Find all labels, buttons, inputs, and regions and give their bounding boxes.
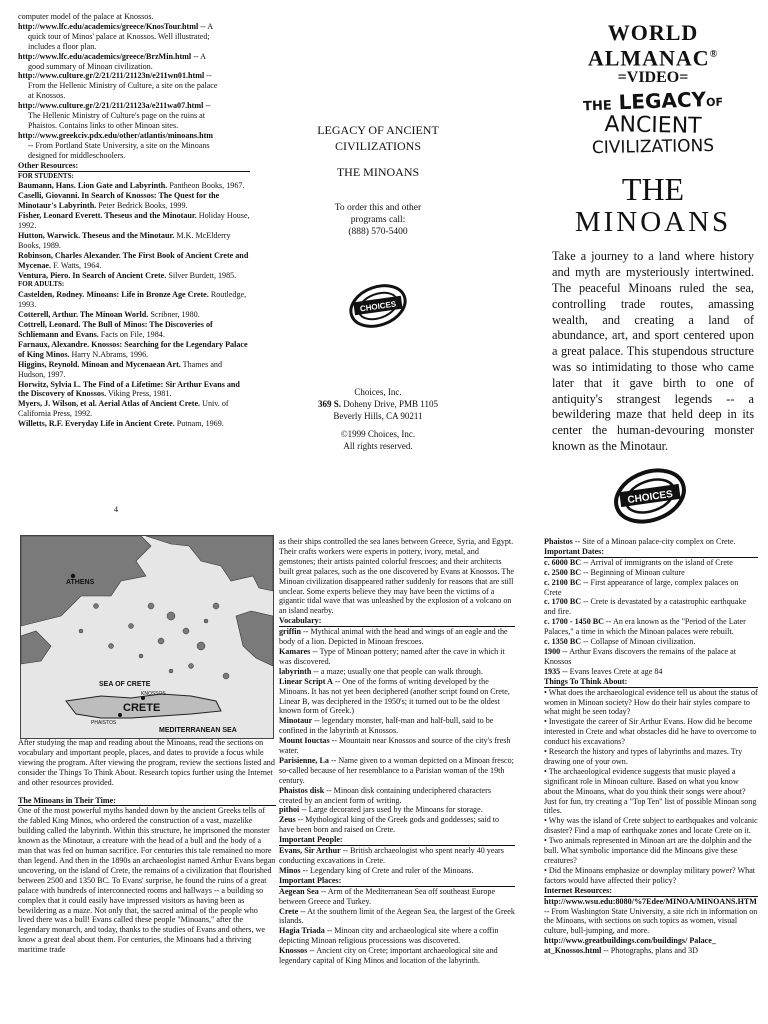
date-entry-term: 1900 xyxy=(544,646,561,656)
bibliography-entry xyxy=(18,360,250,380)
map-graphic xyxy=(21,536,273,738)
map-label-knossos: KNOSSOS xyxy=(141,691,166,697)
date-entry-term: c. 1700 - 1450 BC xyxy=(544,617,605,627)
date-entry xyxy=(544,667,758,677)
choices-logo-small xyxy=(278,238,478,386)
phaistos-term: Phaistos xyxy=(544,537,573,546)
person-entry xyxy=(279,866,515,876)
bibliography-publisher: Harry N.Abrams, 1996. xyxy=(69,349,149,359)
web-link-text: at Knossos. xyxy=(28,91,66,101)
bibliography-title: Farnaux, Alexandre. Knossos: Searching for the Legendary Palace of King Minos. xyxy=(18,339,248,359)
adults-bibliography xyxy=(18,290,250,429)
think-item: • What does the archaeological evidence tell us about the status of women in Minoan society? How do their hair styles compare to what might be seen today? xyxy=(544,687,758,717)
date-entry xyxy=(544,637,758,647)
web-link-tail: -- xyxy=(203,101,211,111)
brand-almanac-line xyxy=(552,44,754,69)
vocabulary-entry-term: Minotaur xyxy=(279,716,313,726)
phaistos-def: -- Site of a Minoan palace-city complex on Crete. xyxy=(572,537,736,546)
vocabulary-entry-def: -- Mountain near Knossos and source of the city's fresh water. xyxy=(279,736,511,756)
web-link-line xyxy=(18,12,250,22)
copyright: ©1999 Choices, Inc. xyxy=(340,429,416,439)
web-link-url[interactable]: http://www.culture.gr/2/21/211/21123a/e211wa07.html xyxy=(18,101,204,111)
web-link-text: designed for middleschoolers. xyxy=(28,150,126,160)
web-link-text: -- From Portland State University, a site on the Minoans xyxy=(28,140,210,150)
place-entry-def: -- Ancient city on Crete; important archaeological site and legendary capital of King Minos and location of the labyrinth. xyxy=(279,946,498,966)
date-entry xyxy=(544,617,758,637)
vocabulary-entry xyxy=(279,805,515,815)
bibliography-publisher: Thames and Hudson, 1997. xyxy=(18,359,223,379)
students-bibliography xyxy=(18,181,250,280)
web-link-line xyxy=(18,91,250,101)
minoans-in-their-time-heading: The Minoans in Their Time: xyxy=(18,796,276,807)
date-entry-def: -- Crete is devastated by a catastrophic earthquake and fire. xyxy=(544,597,747,617)
history-continued: as their ships controlled the sea lanes between Greece, Syria, and Egypt. Their crafts workers were experts in pottery, ivory, metal, and gemstones; their artists painted colorful frescoes; and their architects built great palaces, such as the one discovered by Evans at Knossos. The Minoan civilization disappeared rather suddenly for reasons that are still unclear. Some experts believe they may have been the victims of a gigantic tidal wave that was unleashed by the explosion of a volcano on an island nearby. xyxy=(279,537,514,616)
think-list xyxy=(544,688,758,886)
bibliography-publisher: F. Watts, 1964. xyxy=(51,260,102,270)
rights-reserved: All rights reserved. xyxy=(343,441,413,451)
vocabulary-entry-term: Mount Iouctas xyxy=(279,736,330,746)
internet-url-2[interactable]: http://www.greatbuildings.com/buildings/ Palace_ at_Knossos.html xyxy=(544,936,716,956)
think-item: • The archaeological evidence suggests that music played a significant role in Minoan culture. Based on what you know about the Minoans, what do you think their songs were about? Just for fun, try creating a "Top Ten" list of possible Minoan song titles. xyxy=(544,766,757,816)
internet-desc-1: -- From Washington State University, a site rich in information on the Minoans, with sections on such topics as women, visual culture, bull-jumping, and more. xyxy=(544,906,758,936)
choices-logo-icon xyxy=(346,274,410,338)
map-label-crete: CRETE xyxy=(123,702,161,714)
web-link-line xyxy=(18,141,250,151)
person-entry-def: -- British archaeologist who spent nearly 40 years conducting excavations in Crete. xyxy=(279,846,504,865)
vocabulary-entry xyxy=(279,815,515,835)
web-link-text: good summary of Minoan civilization. xyxy=(28,61,153,71)
think-item: • Two animals represented in Minoan art are the dolphin and the bull. What symbolic importance did the Minoans give these creatures? xyxy=(544,836,752,865)
legacy-the: THE xyxy=(582,98,612,115)
place-entry-def: -- Minoan city and archaeological site where a coffin depicting Minoan religious processions was discovered. xyxy=(279,926,499,946)
vocabulary-entry-def: -- Large decorated jars used by the Minoans for storage. xyxy=(299,805,483,815)
page-number: 4 xyxy=(114,505,118,514)
web-link-line xyxy=(18,32,250,42)
date-entry-def: -- Evans leaves Crete at age 84 xyxy=(560,666,663,676)
place-entry-def: -- Arm of the Mediterranean Sea off southeast Europe between Greece and Turkey. xyxy=(279,886,496,906)
brand-almanac: ALMANAC xyxy=(587,45,710,71)
date-entry-term: c. 1350 BC xyxy=(544,637,582,647)
company-name: Choices, Inc. xyxy=(354,387,402,397)
legacy-of: OF xyxy=(705,95,724,110)
person-entry-term: Minos xyxy=(279,865,301,875)
cover-blurb: Take a journey to a land where history and myth are mysteriously intertwined. The peaceful Minoans ruled the sea, controlling trade routes, amassing wealth, and creating a land of abundance, art, and sport centered upon a great palace. This stupendous structure was so intimidating to those who came later that it gave birth to one of antiquity's strangest legends -- a bewildering maze that held deep in its center the human-devouring monster known as the Minotaur. xyxy=(552,249,754,453)
bibliography-publisher: M.K. McElderry Books, 1989. xyxy=(18,230,231,250)
important-dates-heading: Important Dates: xyxy=(544,547,758,558)
think-item: • Did the Minoans emphasize or downplay military power? What factors would have affected their policy? xyxy=(544,865,756,885)
legacy-logo xyxy=(552,87,754,159)
bibliography-title: Ventura, Piero. In Search of Ancient Crete. xyxy=(18,270,167,280)
vocabulary-entry xyxy=(279,677,515,717)
bibliography-title: Robinson, Charles Alexander. The First Book of Ancient Crete and Mycenae. xyxy=(18,250,249,270)
web-link-text: includes a floor plan. xyxy=(28,41,97,51)
legacy-ancient: ANCIENT xyxy=(604,112,702,140)
vocabulary-entry-def: -- a maze; usually one that people can walk through. xyxy=(311,666,483,676)
bibliography-entry xyxy=(18,211,250,231)
think-item: • Why was the island of Crete subject to earthquakes and volcanic disaster? Find a map of earthquake zones and locate Crete on it. xyxy=(544,816,758,836)
bibliography-publisher: Putnam, 1969. xyxy=(174,419,224,429)
date-entry-term: c. 1700 BC xyxy=(544,597,582,607)
order-line-1: To order this and other xyxy=(334,203,422,213)
web-link-url[interactable]: http://www.greekciv.pdx.edu/other/atlantis/minoans.htm xyxy=(18,130,214,140)
dates-list xyxy=(544,558,758,677)
map-label-mediterranean: MEDITERRANEAN SEA xyxy=(159,727,237,734)
phaistos-entry xyxy=(544,537,758,547)
internet-resource-1 xyxy=(544,897,758,937)
legacy-word: LEGACY xyxy=(618,87,707,115)
vocabulary-entry-def: -- Name given to a woman depicted on a Minoan fresco; so-called because of her resemblance to a Parisian woman of the 19th century. xyxy=(279,755,514,785)
vocabulary-entry-term: Linear Script A xyxy=(279,676,333,686)
web-link-tail: -- A xyxy=(191,51,207,61)
map-label-phaistos: PHAISTOS xyxy=(91,720,117,726)
date-entry xyxy=(544,647,758,667)
bibliography-entry xyxy=(18,231,250,251)
vocabulary-entry-def: -- Mythological king of the Greek gods and goddesses; said to have been born and raised on Crete. xyxy=(279,815,500,835)
internet-url-1[interactable]: http://www.wsu.edu:8080/%7Edee/MINOA/MINOANS.HTM xyxy=(544,896,757,906)
place-entry-term: Hagia Triada xyxy=(279,926,325,936)
bibliography-title: Fisher, Leonard Everett. Theseus and the Minotaur. xyxy=(18,211,197,221)
date-entry-term: c. 2100 BC xyxy=(544,577,582,587)
brand-world: WORLD xyxy=(607,20,699,45)
place-entry-def: -- At the southern limit of the Aegean Sea, the largest of the Greek islands. xyxy=(279,906,515,926)
bibliography-entry xyxy=(18,340,250,360)
vocabulary-heading: Vocabulary: xyxy=(279,616,515,627)
vocabulary-entry-term: griffin xyxy=(279,627,302,637)
bibliography-entry xyxy=(18,320,250,340)
internet-resources-heading: Internet Resources: xyxy=(544,886,758,897)
cover-panel xyxy=(552,22,754,525)
map-of-crete xyxy=(20,535,274,739)
think-item: • Research the history and types of labyrinths and mazes. Try drawing one of your own. xyxy=(544,747,743,766)
bibliography-entry xyxy=(18,290,250,310)
company-city: Beverly Hills, CA 90211 xyxy=(333,411,423,421)
bibliography-entry xyxy=(18,251,250,271)
order-line-2: programs call: xyxy=(350,215,406,225)
choices-logo-large-icon xyxy=(610,461,690,531)
vocabulary-entry-def: -- Type of Minoan pottery; named after the cave in which it was discovered. xyxy=(279,646,505,666)
date-entry xyxy=(544,568,758,578)
bibliography-publisher: Silver Burdett, 1985. xyxy=(166,270,237,280)
bibliography-publisher: Facts on File, 1984. xyxy=(98,330,165,339)
company-address xyxy=(278,398,478,410)
web-link-text: Phaistos. Contains links to other Minoan sites. xyxy=(28,120,179,130)
internet-resource-2 xyxy=(544,936,758,956)
world-almanac-logo xyxy=(552,22,754,87)
introduction-column xyxy=(18,738,276,955)
date-entry-def: -- Beginning of Minoan culture xyxy=(581,567,685,577)
bibliography-title: Cotterell, Arthur. The Minoan World. xyxy=(18,310,149,320)
for-adults-label: FOR ADULTS: xyxy=(18,280,65,289)
map-label-sea-of-crete: SEA OF CRETE xyxy=(99,681,151,688)
web-link-line[interactable] xyxy=(18,22,250,32)
bibliography-title: Higgins, Reynold. Minoan and Mycenaean Art. xyxy=(18,359,181,369)
web-link-line xyxy=(18,42,250,52)
web-link-url[interactable]: http://www.culture.gr/2/21/211/21123n/e211wn01.html xyxy=(18,71,205,81)
choices-logo-large xyxy=(552,455,754,525)
date-entry-term: c. 6000 BC xyxy=(544,557,582,567)
bibliography-publisher: Routledge, 1993. xyxy=(18,290,247,310)
date-entry-def: -- First appearance of large, complex palaces on Crete xyxy=(544,577,739,597)
bibliography-publisher: Holiday House, 1992. xyxy=(18,211,250,231)
vocabulary-entry-term: Phaistos disk xyxy=(279,785,325,795)
date-entry-def: -- Collapse of Minoan civilization. xyxy=(581,637,696,647)
series-title-line-1: LEGACY OF ANCIENT xyxy=(317,123,439,137)
place-entry-term: Knossos xyxy=(279,946,308,956)
bibliography-title: Willetts, R.F. Everyday Life in Ancient Crete. xyxy=(18,419,175,429)
bibliography-title: Myers, J. Wilson, et al. Aerial Atlas of Ancient Crete. xyxy=(18,399,201,409)
dates-column xyxy=(544,537,758,956)
think-item: • Investigate the career of Sir Arthur Evans. How did he become interested in Crete and what obstacles did he have to overcome to conduct his excavations? xyxy=(544,717,757,747)
web-link-line[interactable] xyxy=(18,131,250,141)
vocabulary-entry-term: labyrinth xyxy=(279,666,312,676)
web-link-line xyxy=(18,111,250,121)
bibliography-entry xyxy=(18,310,250,320)
vocabulary-entry xyxy=(279,716,515,736)
person-entry xyxy=(279,846,515,866)
web-link-text: The Hellenic Ministry of Culture's page on the ruins at xyxy=(28,111,206,121)
bibliography-publisher: Peter Bedrick Books, 1999. xyxy=(96,201,188,211)
address-street: Doheny Drive, PMB 1105 xyxy=(341,399,438,409)
minoans-in-their-time-body: One of the most powerful myths handed down by the ancient Greeks tells of the fabled King Minos, who ordered the construction of a vast, mazelike building called the labyrinth. Within this structure, he imprisoned the monster known as the Minotaur, a creature with the head of a bull and the body of a man that was fed on human sacrifice. For centuries this tale remained no more than legend. And then in the 1890s an archaeologist named Arthur Evans began uncovering, on the island of Crete, the remains of a civilization that flourished between 2500 and 1350 BC. To Evans' surprise, he found the ruins of a great palace with hundreds of interconnected rooms and hallways -- a building so complex that it could easily have impressed visitors as having been as bewildering as a maze. Not only that, the sacred animal of the people who lived there was a bull! Evans called these people "Minoans," after the legendary monarch, and today, thanks to the studies of Evans and others, we know a great deal about them. For centuries, the Minoans had a thriving maritime trade xyxy=(18,806,276,955)
bibliography-publisher: Viking Press, 1981. xyxy=(106,389,172,399)
choices-logo-text: CHOICES xyxy=(359,299,397,314)
registered-mark: ® xyxy=(709,49,719,60)
place-entry xyxy=(279,887,515,907)
vocabulary-entry xyxy=(279,756,515,786)
order-info-column xyxy=(278,122,478,452)
date-entry xyxy=(544,578,758,598)
vocabulary-entry-def: -- legendary monster, half-man and half-bull, said to be confined in the labyrinth at Knossos. xyxy=(279,716,494,736)
web-link-url[interactable]: http://www.lfc.edu/academics/greece/KnosTour.html xyxy=(18,21,199,31)
date-entry xyxy=(544,597,758,617)
web-link-line[interactable] xyxy=(18,101,250,111)
important-people-heading: Important People: xyxy=(279,835,515,846)
web-link-line xyxy=(18,81,250,91)
date-entry-def: -- Arthur Evans discovers the remains of the palace at Knossos xyxy=(544,646,736,666)
place-entry xyxy=(279,907,515,927)
vocabulary-entry-term: Zeus xyxy=(279,815,296,825)
program-title: THE MINOANS xyxy=(336,165,420,179)
choices-logo-large-text: CHOICES xyxy=(626,488,674,506)
place-entry xyxy=(279,946,515,966)
vocabulary-list xyxy=(279,627,515,835)
place-entry xyxy=(279,926,515,946)
bibliography-entry xyxy=(18,181,250,191)
web-link-line xyxy=(18,151,250,161)
bibliography-title: Castelden, Rodney. Minoans: Life in Bronze Age Crete. xyxy=(18,290,209,300)
web-link-line xyxy=(18,121,250,131)
date-entry-term: c. 2500 BC xyxy=(544,567,582,577)
phone-number: (888) 570-5400 xyxy=(348,227,408,237)
date-entry-term: 1935 xyxy=(544,666,561,676)
other-resources-heading: Other Resources: xyxy=(18,161,250,172)
bibliography-entry xyxy=(18,419,250,429)
web-link-tail: -- xyxy=(204,71,212,81)
map-label-athens: ATHENS xyxy=(66,579,95,586)
bibliography-title: Horwitz, Sylvia L. The Find of a Lifetime: Sir Arthur Evans and the Discovery of Knossos. xyxy=(18,379,240,399)
bibliography-title: Hutton, Warwick. Theseus and the Minotaur. xyxy=(18,230,175,240)
internet-desc-2: -- Photographs, plans and 3D xyxy=(601,946,699,956)
vocabulary-entry xyxy=(279,647,515,667)
important-places-heading: Important Places: xyxy=(279,876,515,887)
web-link-url[interactable]: http://www.lfc.edu/academics/greece/BrzMin.html xyxy=(18,51,192,61)
vocabulary-entry-term: Parisienne, La xyxy=(279,755,329,765)
for-students-label: FOR STUDENTS: xyxy=(18,171,74,180)
vocabulary-column xyxy=(279,537,515,966)
web-link-line[interactable] xyxy=(18,71,250,81)
brand-video: =VIDEO= xyxy=(617,69,689,87)
legacy-civilizations: CIVILIZATIONS xyxy=(591,136,715,159)
things-to-think-heading: Things To Think About: xyxy=(544,677,758,688)
series-title-line-2: CIVILIZATIONS xyxy=(335,139,421,153)
place-entry-term: Aegean Sea xyxy=(279,886,319,896)
vocabulary-entry-term: Kamares xyxy=(279,646,311,656)
person-entry-def: -- Legendary king of Crete and ruler of the Minoans. xyxy=(300,865,474,875)
web-link-text: computer model of the palace at Knossos. xyxy=(18,12,154,21)
date-entry-def: -- An era known as the "Period of the Later Palaces," a time in which the Minoan palaces were rebuilt. xyxy=(544,617,746,637)
vocabulary-entry xyxy=(279,667,515,677)
cover-title-the: THE xyxy=(621,171,685,208)
web-link-text: From the Hellenic Ministry of Culture, a site on the palace xyxy=(28,81,218,91)
web-links-list xyxy=(18,12,250,161)
place-entry-term: Crete xyxy=(279,906,299,916)
vocabulary-entry-def: -- Minoan disk containing undeciphered characters created by an ancient form of writing. xyxy=(279,785,491,805)
references-column xyxy=(18,12,250,429)
web-link-text: quick tour of Minos' palace at Knossos. Well illustrated; xyxy=(28,31,210,41)
person-entry-term: Evans, Sir Arthur xyxy=(279,846,341,856)
vocabulary-entry-def: -- Mythical animal with the head and wings of an eagle and the body of a lion. Depicted in Minoan frescoes. xyxy=(279,627,508,647)
vocabulary-entry xyxy=(279,786,515,806)
bibliography-entry xyxy=(18,380,250,400)
places-list xyxy=(279,887,515,966)
bibliography-title: Caselli, Giovanni. In Search of Knossos: The Quest for the Minotaur's Labyrinth. xyxy=(18,191,220,211)
bibliography-entry xyxy=(18,191,250,211)
bibliography-publisher: Univ. of California Press, 1992. xyxy=(18,399,229,419)
intro-paragraph: After studying the map and reading about the Minoans, read the sections on vocabulary and important people, places, and dates to provide a focus while viewing the program. After viewing the program, review the sections listed and consider the Things To Think About. Research topics further using the Internet and other resources provided. xyxy=(18,738,275,787)
web-link-line xyxy=(18,62,250,72)
bibliography-entry xyxy=(18,271,250,281)
bibliography-publisher: Scribner, 1980. xyxy=(148,310,200,320)
vocabulary-entry-term: pithoi xyxy=(279,805,300,815)
vocabulary-entry-def: -- One of the forms of writing developed by the Minoans. It has not yet been deciphered (another script found on Crete, Linear B, was deciphered in the 1950's; it turned out to be the oldest known form of Greek.) xyxy=(279,676,510,716)
people-list xyxy=(279,846,515,876)
bibliography-publisher: Pantheon Books, 1967. xyxy=(167,181,245,191)
web-link-tail: -- A xyxy=(198,21,214,31)
address-number: 369 S. xyxy=(318,399,342,409)
cover-title-minoans: MINOANS xyxy=(574,206,732,239)
web-link-line[interactable] xyxy=(18,52,250,62)
date-entry xyxy=(544,558,758,568)
vocabulary-entry xyxy=(279,736,515,756)
bibliography-entry xyxy=(18,399,250,419)
date-entry-def: -- Arrival of immigrants on the island of Crete xyxy=(581,557,733,567)
bibliography-title: Baumann, Hans. Lion Gate and Labyrinth. xyxy=(18,181,168,191)
vocabulary-entry xyxy=(279,627,515,647)
bibliography-title: Cottrell, Leonard. The Bull of Minos: The Discoveries of Schliemann and Evans. xyxy=(18,320,213,339)
